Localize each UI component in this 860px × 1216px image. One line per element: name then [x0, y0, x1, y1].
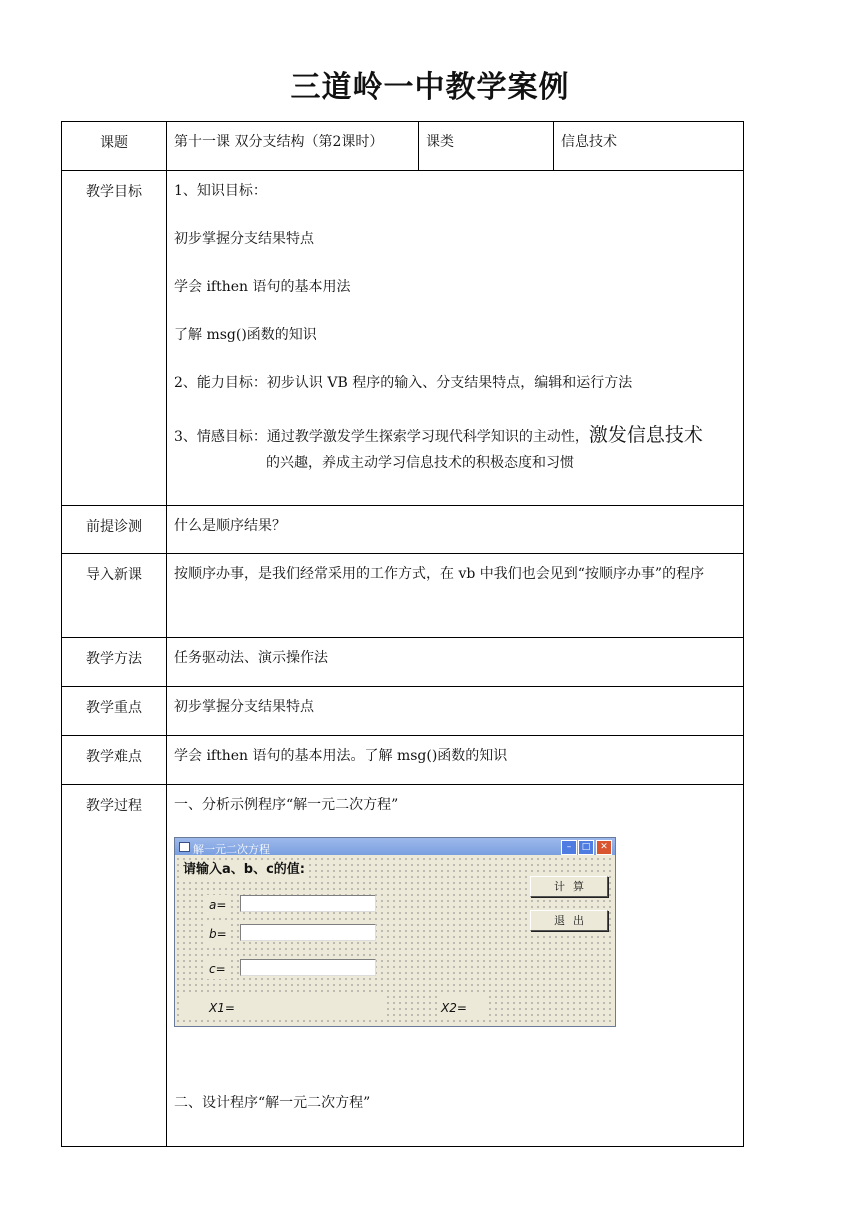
method-label: 教学方法 — [62, 638, 167, 687]
label-a: a= — [207, 895, 228, 915]
diagnosis-label: 前提诊测 — [62, 506, 167, 554]
minimize-icon[interactable]: – — [561, 840, 577, 855]
process-content — [167, 785, 744, 1147]
row-difficulty — [62, 736, 744, 785]
type-label: 课类 — [419, 122, 554, 171]
emotion-emphasis: 激发信息技术 — [588, 424, 703, 446]
topic-label: 课题 — [62, 122, 167, 171]
input-b[interactable] — [240, 924, 376, 941]
objectives-label: 教学目标 — [62, 171, 167, 506]
row-intro — [62, 554, 744, 638]
intro-label: 导入新课 — [62, 554, 167, 638]
vb-form-window — [174, 837, 616, 1027]
objectives-content — [167, 171, 744, 506]
input-c[interactable] — [240, 959, 376, 976]
label-x2: X2= — [439, 998, 469, 1018]
row-topic — [62, 122, 744, 171]
row-process — [62, 785, 744, 1147]
emotion-prefix: 3、情感目标：通过教学激发学生探索学习现代科学知识的主动性， — [174, 429, 589, 445]
objective-line-5: 2、能力目标：初步认识 VB 程序的输入、分支结果特点，编辑和运行方法 — [174, 375, 633, 391]
diagnosis-value: 什么是顺序结果？ — [167, 506, 744, 554]
label-x1: X1= — [207, 998, 237, 1018]
maximize-icon[interactable]: □ — [578, 840, 594, 855]
key-point-value: 初步掌握分支结果特点 — [167, 687, 744, 736]
objective-line-3: 学会 ifthen 语句的基本用法 — [174, 279, 351, 295]
label-b: b= — [207, 924, 229, 944]
intro-value: 按顺序办事，是我们经常采用的工作方式，在 vb 中我们也会见到“按顺序办事”的程序 — [167, 554, 744, 638]
method-value: 任务驱动法、演示操作法 — [167, 638, 744, 687]
form-icon — [179, 842, 190, 852]
row-diagnosis — [62, 506, 744, 554]
difficulty-value: 学会 ifthen 语句的基本用法。了解 msg()函数的知识 — [167, 736, 744, 785]
key-point-label: 教学重点 — [62, 687, 167, 736]
process-step-1: 一、分析示例程序“解一元二次方程” — [174, 797, 399, 813]
objective-line-2: 初步掌握分支结果特点 — [174, 231, 314, 247]
row-objectives — [62, 171, 744, 506]
type-value: 信息技术 — [554, 122, 744, 171]
process-label: 教学过程 — [62, 785, 167, 1147]
vb-prompt-label: 请输入a、b、c的值: — [183, 860, 305, 880]
objective-line-1: 1、知识目标： — [174, 183, 267, 199]
calculate-button[interactable]: 计算 — [530, 876, 608, 897]
topic-value: 第十一课 双分支结构（第2课时） — [167, 122, 419, 171]
lesson-plan-table — [61, 121, 744, 1147]
objective-line-7: 的兴趣，养成主动学习信息技术的积极态度和习惯 — [266, 455, 574, 471]
row-method — [62, 638, 744, 687]
exit-button[interactable]: 退出 — [530, 910, 608, 931]
label-c: c= — [207, 959, 228, 979]
process-step-2: 二、设计程序“解一元二次方程” — [174, 1095, 371, 1111]
row-key-point — [62, 687, 744, 736]
input-a[interactable] — [240, 895, 376, 912]
close-icon[interactable]: ✕ — [596, 840, 612, 855]
objective-line-6 — [174, 425, 743, 453]
vb-title-bar — [175, 838, 615, 855]
vb-window-title: 解一元二次方程 — [193, 843, 270, 856]
document-title: 三道岭一中教学案例 — [290, 70, 570, 105]
objective-line-4: 了解 msg()函数的知识 — [174, 327, 317, 343]
difficulty-label: 教学难点 — [62, 736, 167, 785]
